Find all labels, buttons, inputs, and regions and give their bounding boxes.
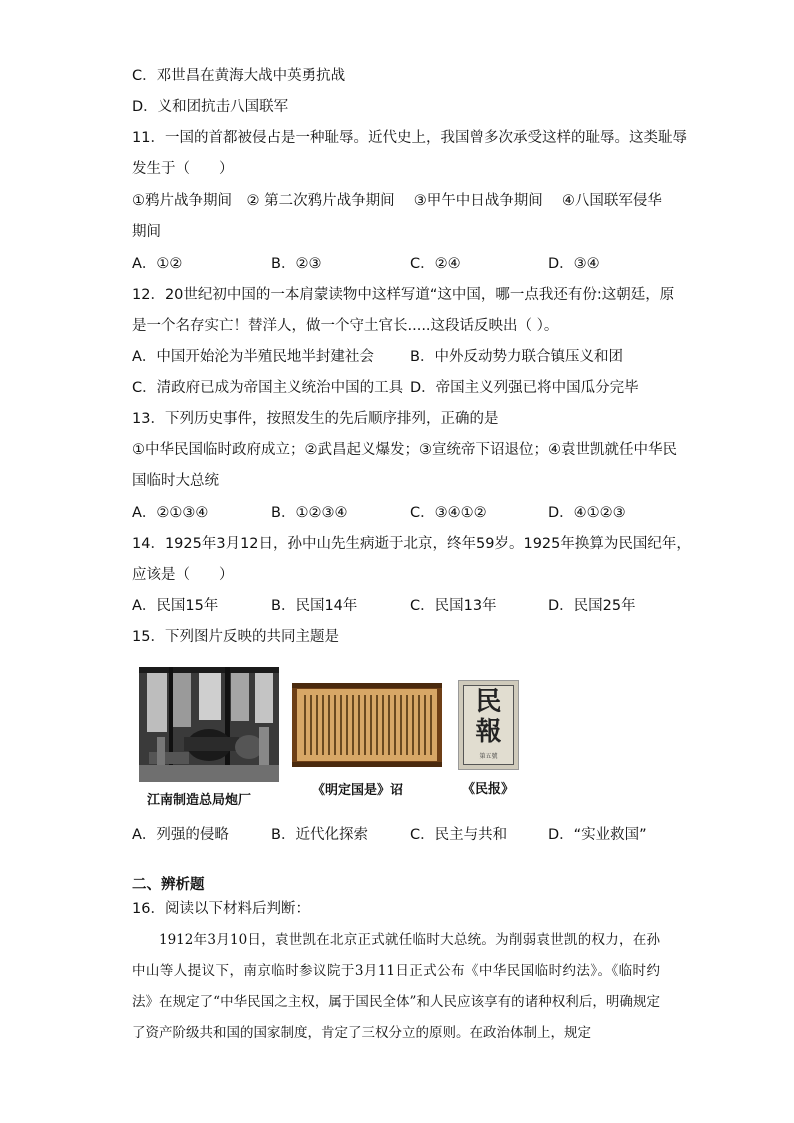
caption-minbao: 《民报》 xyxy=(462,782,515,797)
q16-material-paragraph: 1912年3月10日，袁世凯在北京正式就任临时大总统。为削弱袁世凯的权力，在孙中山等人提议下，南京临时参议院于3月11日正式公布《中华民国临时约法》。《临时约法》在规定了“中华民国之主权，属于国民全体”和人民应该享有的诸种权利后，明确规定了资产阶级共和国的国家制度，肯定了三权分立的原则。在政治体制上，规定 xyxy=(132,932,660,1041)
minbao-title-char-2: 報 xyxy=(475,717,502,747)
caption-edict: 《明定国是》诏 xyxy=(312,783,404,798)
q12-option-b: B．中外反动势力联合镇压义和团 xyxy=(410,349,623,365)
q14-option-c: C．民国13年 xyxy=(410,598,497,614)
q11-stem-line2: 发生于（ ） xyxy=(132,161,234,177)
q14-option-a: A．民国15年 xyxy=(132,598,219,614)
q12-option-d: D．帝国主义列强已将中国瓜分完毕 xyxy=(410,380,639,396)
q12-stem-line1: 12．20世纪初中国的一本肩蒙读物中这样写道“这中国，哪一点我还有份:这朝廷，原 xyxy=(132,287,675,303)
q15-option-d: D．“实业救国” xyxy=(548,827,647,843)
q14-stem-line1: 14．1925年3月12日，孙中山先生病逝于北京，终年59岁。1925年换算为民国纪年， xyxy=(132,536,691,552)
q12-stem-line2: 是一个名存实亡！替洋人，做一个守土官长.....这段话反映出（ ）。 xyxy=(132,318,559,334)
minbao-cover-image xyxy=(458,680,519,770)
q15-option-a: A．列强的侵略 xyxy=(132,827,229,843)
q13-option-b: B．①②③④ xyxy=(271,505,348,521)
q11-option-d: D．③④ xyxy=(548,256,600,272)
q13-option-a: A．②①③④ xyxy=(132,505,209,521)
q15-option-b: B．近代化探索 xyxy=(271,827,368,843)
minbao-title-char-1: 民 xyxy=(475,687,502,717)
q13-items-line1: ①中华民国临时政府成立；②武昌起义爆发；③宣统帝下诏退位；④袁世凯就任中华民 xyxy=(132,442,677,458)
q15-stem: 15．下列图片反映的共同主题是 xyxy=(132,629,339,645)
section-title: 二、辨析题 xyxy=(132,877,205,893)
q15-option-c: C．民主与共和 xyxy=(410,827,508,843)
q12-option-c: C．清政府已成为帝国主义统治中国的工具 xyxy=(132,380,404,396)
q14-option-b: B．民国14年 xyxy=(271,598,358,614)
q16-material xyxy=(132,925,660,1049)
q11-option-c: C．②④ xyxy=(410,256,461,272)
q10-option-d: D．义和团抗击八国联军 xyxy=(132,99,289,115)
edict-scroll-image xyxy=(292,683,442,767)
q16-stem: 16．阅读以下材料后判断： xyxy=(132,901,310,917)
q13-stem: 13．下列历史事件，按照发生的先后顺序排列，正确的是 xyxy=(132,411,499,427)
minbao-issue-label: 第五號 xyxy=(479,753,498,760)
q13-option-d: D．④①②③ xyxy=(548,505,626,521)
q13-items-line2: 国临时大总统 xyxy=(132,473,219,489)
q14-option-d: D．民国25年 xyxy=(548,598,636,614)
q11-items-line2: 期间 xyxy=(132,224,161,240)
arsenal-photo xyxy=(139,667,279,782)
q11-stem-line1: 11．一国的首都被侵占是一种耻辱。近代史上，我国曾多次承受这样的耻辱。这类耻辱 xyxy=(132,130,687,146)
q13-option-c: C．③④①② xyxy=(410,505,487,521)
q11-items-line1: ①鸦片战争期间 ② 第二次鸦片战争期间 ③甲午中日战争期间 ④八国联军侵华 xyxy=(132,193,662,209)
q11-option-a: A．①② xyxy=(132,256,183,272)
q11-option-b: B．②③ xyxy=(271,256,322,272)
q14-stem-line2: 应该是（ ） xyxy=(132,567,234,583)
q12-option-a: A．中国开始沦为半殖民地半封建社会 xyxy=(132,349,374,365)
caption-arsenal: 江南制造总局炮厂 xyxy=(147,793,252,808)
q10-option-c: C．邓世昌在黄海大战中英勇抗战 xyxy=(132,68,346,84)
